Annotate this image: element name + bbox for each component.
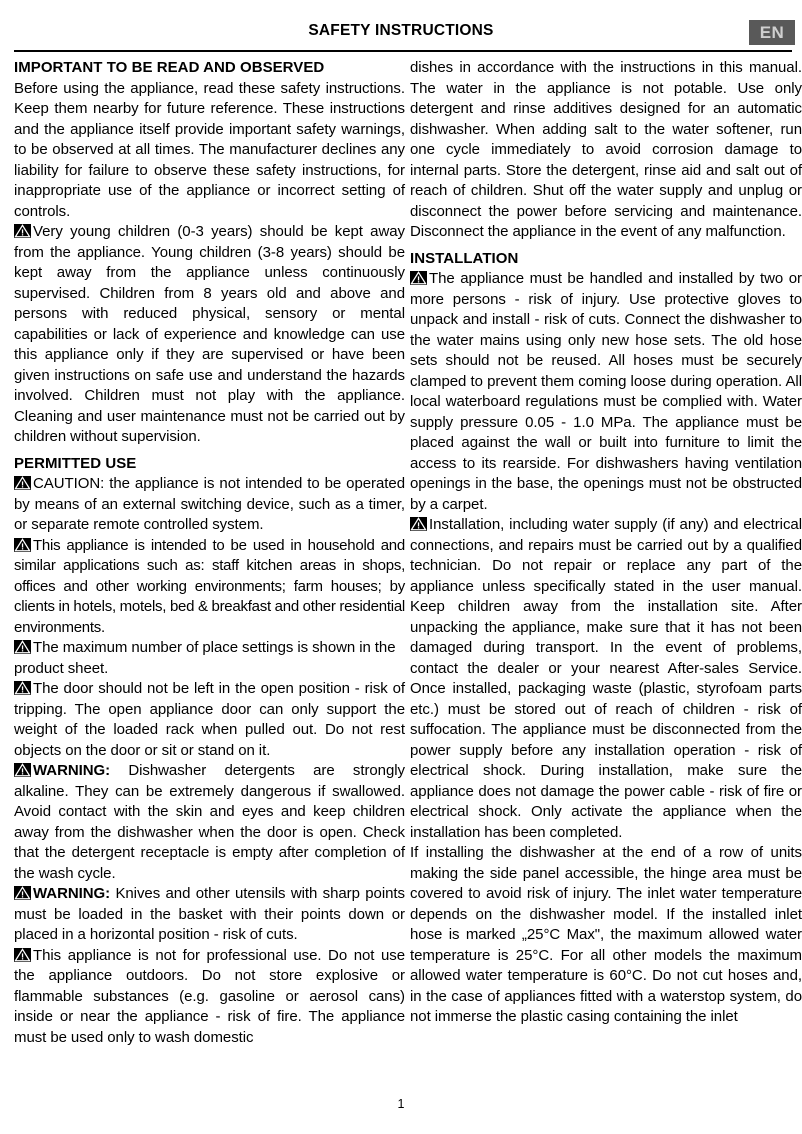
- paragraph-qualified-technician-text: Installation, including water supply (if any) and electrical connections, and repairs must be carried out by a qualified technician. Do not repair or replace any part of the appliance unless specifically stated in the user manual. Keep children away from the installation site. After unpacking the appliance, make sure that it has not been damaged during transport. In the event of problems, contact the dealer or your nearest After-sales Service. Once installed, packaging waste (plastic, styrofoam parts etc.) must be stored out of reach of children - risk of suffocation. The appliance must be disconnected from the power supply before any installation operation - risk of electrical shock. During installation, make sure the appliance does not damage the power cable - risk of fire or electrical shock. Only activate the appliance when the installation has been completed.: [410, 516, 802, 841]
- warning-triangle-icon: [14, 538, 31, 552]
- page-header: [0, 0, 802, 58]
- warning-triangle-icon: [410, 517, 427, 531]
- paragraph-handled-installed-text: The appliance must be handled and installed by two or more persons - risk of injury. Use protective gloves to unpack and install - risk of cuts. Connect the dishwasher to the water mains using only new hose sets. The old hose sets should not be reused. All hoses must be securely clamped to prevent them coming loose during operation. All local waterboard regulations must be complied with. Water supply pressure 0.05 - 1.0 MPa. The appliance must be placed against the wall or built into furniture to limit the access to its rearside. For dishwashers having ventilation openings in the base, the openings must not be obstructed by a carpet.: [410, 270, 802, 513]
- heading-important-to-be-read: IMPORTANT TO BE READ AND OBSERVED: [14, 59, 325, 76]
- heading-permitted-use: PERMITTED USE: [14, 454, 137, 472]
- paragraph-qualified-technician: [410, 515, 802, 843]
- warning-triangle-icon: [14, 763, 31, 777]
- paragraph-door: [14, 679, 405, 761]
- warning-triangle-icon: [14, 681, 31, 695]
- paragraph-end-of-row: If installing the dishwasher at the end of a row of units making the side panel accessible, the hinge area must be covered to avoid risk of injury. The inlet water temperature depends on the dishwasher model. If the installed inlet hose is marked „25°C Max", the maximum allowed water temperature is 25°C. For all other models the maximum allowed water temperature is 60°C. Do not cut hoses and, in the case of appliances fitted with a waterstop system, do not immerse the plastic casing containing the inlet: [410, 844, 802, 1025]
- warning-label: WARNING:: [33, 762, 111, 779]
- paragraph-place-settings: [14, 638, 405, 679]
- paragraph-detergents-warning: [14, 761, 405, 884]
- left-column: [14, 58, 406, 1048]
- paragraph-household-use: [14, 536, 405, 639]
- paragraph-detergents-text: Dishwasher detergents are strongly alkaline. They can be extremely dangerous if swallowed. Avoid contact with the skin and eyes and keep children away from the dishwasher when the door is open. Check that the detergent receptacle is empty after completion of the wash cycle.: [14, 762, 405, 882]
- paragraph-caution: [14, 474, 405, 536]
- page-number: 1: [397, 1097, 405, 1111]
- warning-label: WARNING:: [33, 885, 111, 902]
- page-footer: [0, 1097, 802, 1112]
- warning-triangle-icon: [14, 948, 31, 962]
- right-column: [410, 58, 802, 1048]
- paragraph-handled-installed: [410, 269, 802, 515]
- language-badge: EN: [749, 20, 795, 45]
- paragraph-dishes-continued: dishes in accordance with the instructions in this manual. The water in the appliance is not potable. Use only detergent and rinse additives designed for an automatic dishwasher. When adding salt to the water softener, run one cycle immediately to avoid corrosion damage to internal parts. Store the detergent, rinse aid and salt out of reach of children. Shut off the water supply and unplug or disconnect the power before servicing and maintenance. Disconnect the appliance in the event of any malfunction.: [410, 59, 802, 240]
- paragraph-door-text: The door should not be left in the open position - risk of tripping. The open appliance door can only support the weight of the loaded rack when pulled out. Do not rest objects on the door or sit or stand on it.: [14, 680, 405, 759]
- header-divider: [14, 50, 792, 52]
- paragraph-before-using: Before using the appliance, read these safety instructions. Keep them nearby for future reference. These instructions and the appliance itself provide important safety warnings, to be observed at all times. The manufacturer declines any liability for failure to observe these safety instructions, for inappropriate use of the appliance or incorrect setting of controls.: [14, 79, 405, 220]
- warning-triangle-icon: [14, 886, 31, 900]
- paragraph-children-text: Very young children (0-3 years) should be kept away from the appliance. Young children (3-8 years) should be kept away from the appliance unless continuously supervised. Children from 8 years old and above and persons with reduced physical, sensory or mental capabilities or lack of experience and knowledge can use this appliance only if they are supervised or have been given instructions on safe use and understand the hazards involved. Children must not play with the appliance. Cleaning and user maintenance must not be carried out by children without supervision.: [14, 223, 405, 445]
- paragraph-place-settings-text: The maximum number of place settings is shown in the product sheet.: [14, 639, 396, 677]
- paragraph-professional-use: [14, 946, 405, 1049]
- paragraph-caution-text: CAUTION: the appliance is not intended to be operated by means of an external switching device, such as a timer, or separate remote controlled system.: [14, 475, 405, 533]
- content-columns: [0, 58, 802, 1048]
- warning-triangle-icon: [14, 476, 31, 490]
- paragraph-knives-warning: [14, 884, 405, 946]
- page-title: SAFETY INSTRUCTIONS: [308, 22, 494, 39]
- paragraph-household-use-text: This appliance is intended to be used in household and similar applications such as: staff kitchen areas in shops, offices and other working environments; farm houses; by clients in hotels, motels, bed & breakfast and other residential environments.: [14, 536, 405, 636]
- paragraph-professional-use-text: This appliance is not for professional use. Do not use the appliance outdoors. Do not store explosive or flammable substances (e.g. gasoline or aerosol cans) inside or near the appliance - risk of fire. The appliance must be used only to wash domestic: [14, 946, 405, 1046]
- warning-triangle-icon: [14, 224, 31, 238]
- warning-triangle-icon: [410, 271, 427, 285]
- paragraph-children: [14, 222, 405, 448]
- paragraph-knives-text: Knives and other utensils with sharp points must be loaded in the basket with their points down or placed in a horizontal position - risk of cuts.: [14, 885, 405, 943]
- warning-triangle-icon: [14, 640, 31, 654]
- heading-installation: INSTALLATION: [410, 249, 519, 267]
